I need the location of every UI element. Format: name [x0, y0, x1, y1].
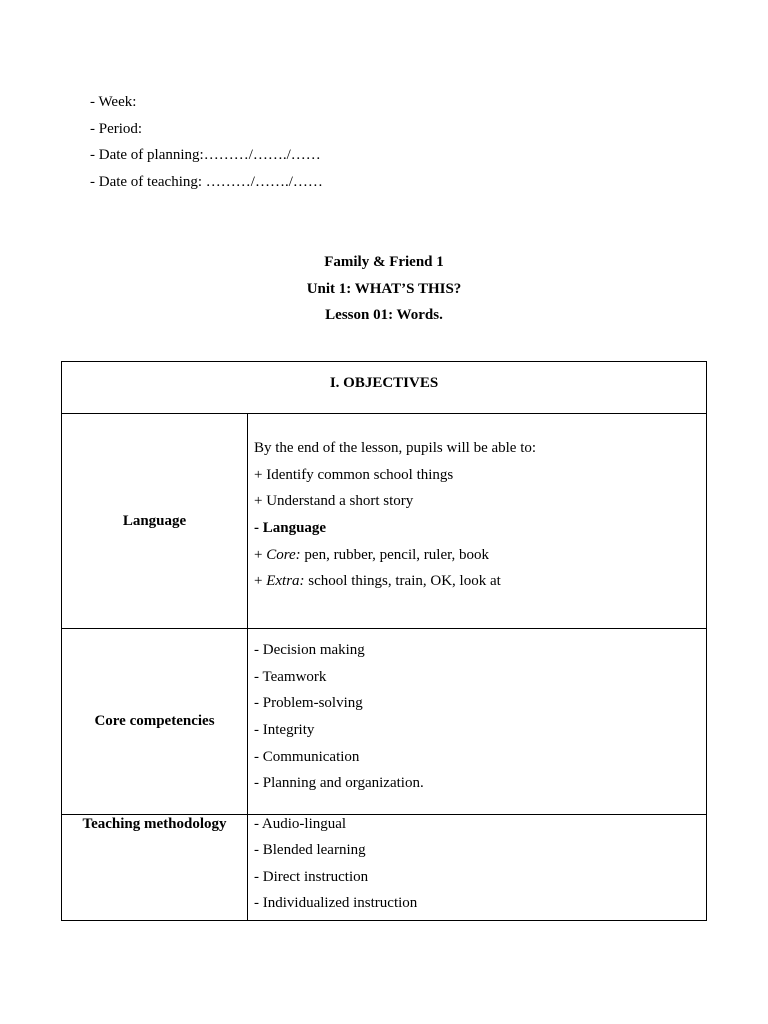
methodology-item: - Blended learning	[254, 842, 366, 858]
competency-item: - Communication	[254, 748, 360, 765]
language-subheading: - Language	[254, 520, 327, 537]
extra-label: Extra:	[266, 573, 305, 590]
language-item-2: + Understand a short story	[254, 493, 414, 510]
competency-item: - Teamwork	[254, 668, 327, 685]
language-item-1: + Identify common school things	[254, 466, 454, 483]
meta-date-teaching: - Date of teaching: ………/……./……	[90, 174, 323, 191]
lesson-title: Lesson 01: Words.	[325, 307, 443, 324]
teaching-methodology-content	[248, 815, 707, 921]
teaching-methodology-row	[62, 815, 707, 921]
language-row	[62, 414, 707, 629]
competency-item: - Decision making	[254, 642, 365, 658]
core-competencies-row	[62, 629, 707, 815]
core-competencies-label: Core competencies	[62, 629, 248, 815]
core-value: pen, rubber, pencil, ruler, book	[300, 546, 489, 563]
objectives-header	[62, 362, 707, 414]
teaching-methodology-label	[62, 815, 248, 921]
objectives-table	[61, 361, 707, 921]
core-prefix: +	[254, 546, 267, 563]
competency-item: - Problem-solving	[254, 695, 363, 712]
methodology-item: - Individualized instruction	[254, 895, 418, 912]
language-core-line	[254, 545, 706, 572]
extra-prefix: +	[254, 573, 267, 590]
core-label: Core:	[266, 546, 301, 563]
objectives-header-text: I. OBJECTIVES	[329, 375, 439, 391]
meta-period: - Period:	[90, 120, 143, 137]
language-extra-line	[254, 571, 706, 598]
core-competencies-content	[248, 629, 707, 815]
competency-item: - Planning and organization.	[254, 775, 424, 792]
language-content	[248, 414, 707, 629]
meta-date-planning: - Date of planning:………/……./……	[90, 147, 321, 164]
lesson-titles	[0, 252, 768, 332]
lesson-meta-list	[90, 92, 323, 199]
unit-title: Unit 1: WHAT’S THIS?	[306, 280, 462, 297]
extra-value: school things, train, OK, look at	[304, 573, 501, 590]
language-label: Language	[62, 414, 248, 629]
meta-week: - Week:	[90, 94, 137, 110]
language-intro: By the end of the lesson, pupils will be able to:	[254, 440, 537, 456]
methodology-item: - Direct instruction	[254, 868, 369, 885]
teaching-methodology-label-text: Teaching methodology	[82, 816, 227, 832]
competency-item: - Integrity	[254, 722, 315, 739]
course-title: Family & Friend 1	[324, 254, 444, 270]
methodology-item: - Audio-lingual	[254, 816, 347, 832]
